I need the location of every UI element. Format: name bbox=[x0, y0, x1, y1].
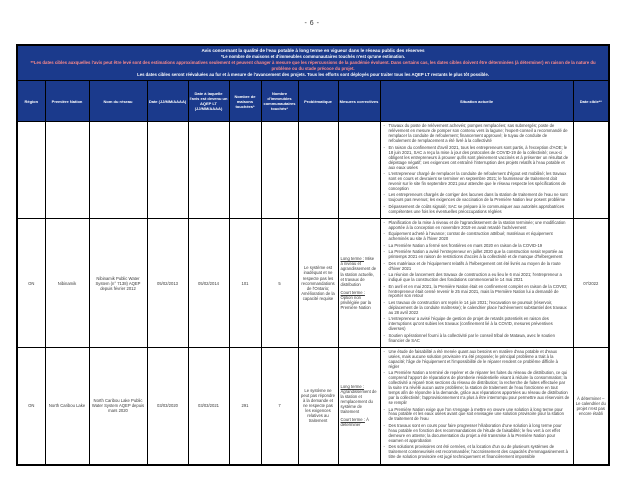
mesures-court-terme bbox=[341, 417, 378, 427]
banner-note-estimation: *Le nombre de maisons et d'immeubles communautaires touchés n'est qu'une estimation. bbox=[221, 54, 406, 60]
situation-bullet: - Équipement acheté à l'avance; contrat de construction attribué; matériaux et équipement acheminés au site à l'hiver 2020 bbox=[383, 231, 553, 242]
table-row bbox=[17, 219, 609, 348]
situation-list bbox=[384, 350, 570, 460]
cell-date-cible: À déterminer – Le calendrier du projet n'est pas encore établi bbox=[573, 348, 609, 465]
situation-bullet: - La Première Nation a terminé de repérer et de réparer les fuites du réseau de distribution, ce qui comprend l'apport de réparations de plomberie résidentielle visant à réduire la consommation; la collectivité a réparé trois sections du réseau de distribution; la recherche de fuites effectuée par la suite n'a révélé aucun autre problème; la station de traitement de l'eau fonctionne en tout temps afin de répondre à la demande, grâce aux réparations apportées au réseau de distribution par la collectivité; l'approvisionnement n'a plus à être interrompu pour permettre aux réservoirs de se remplir bbox=[383, 370, 570, 406]
table-row bbox=[17, 348, 609, 465]
cell-premiere-nation bbox=[45, 122, 89, 219]
header-immeubles: Nombre d'immeubles communautaires touchés* bbox=[261, 81, 298, 122]
situation-bullet: - Des matériaux et de l'équipement relatifs à l'hébergement ont été livrés au moyen de la route d'hiver 2021 bbox=[383, 260, 561, 271]
cell-situation-actuelle bbox=[380, 348, 573, 465]
cell-date: 05/02/2013 bbox=[147, 219, 188, 348]
mesures-long-text: Agrandissement de la station et remplacement du système de traitement bbox=[340, 389, 377, 415]
cell-date bbox=[147, 122, 188, 219]
cell-situation-actuelle bbox=[380, 219, 573, 348]
situation-bullet: - Soutien opérationnel fourni à la collectivité par le conseil tribal de Matawa, avec le soutien financier de SAC bbox=[383, 332, 555, 343]
advisories-table-wrap bbox=[16, 44, 608, 466]
header-region: Région bbox=[17, 81, 45, 122]
banner-note-dates-cibles: **Les dates cibles auxquelles l'avis peut être levé sont des estimations approximatives seulement et peuvent changer à mesure que les répercussions de la pandémie évoluent. Dans certains cas, les dates cibles doivent être déterminées (à déterminer) en raison de la nature du problème ou du stade précoce du projet. bbox=[30, 59, 596, 71]
header-date-cible: Date cible** bbox=[573, 81, 609, 122]
advisories-table bbox=[16, 44, 610, 466]
header-problematique: Problématique bbox=[298, 81, 338, 122]
situation-bullet: - La réunion de lancement des travaux de construction a eu lieu le 6 mai 2021; l'entrepreneur a indiqué que la construction des fondations commencerait le 14 mai 2021 bbox=[383, 272, 562, 283]
cell-date-aqep-lt: 03/03/2021 bbox=[188, 348, 229, 465]
mesures-court-terme bbox=[341, 290, 378, 310]
mesures-long-terme bbox=[341, 384, 378, 414]
header-nom-du-reseau: Nom du réseau bbox=[89, 81, 147, 122]
situation-bullet: - Les travaux de construction ont repris le 14 juin 2021; l'excavation se poursuit (réservoir, déplacement de la conduite maîtresse); le calendrier place l'achèvement substantiel des travaux au 28 avril 2022 bbox=[383, 299, 567, 315]
cell-region: ON bbox=[17, 348, 45, 465]
cell-problematique: Le système est inadéquat et ne respecte pas les recommandations de l'Ontario; Amélioration de la capacité requise bbox=[298, 219, 338, 348]
cell-immeubles: 7 bbox=[261, 348, 298, 465]
header-maisons: Nombre de maisons touchées* bbox=[229, 81, 261, 122]
mesures-long-label: Long terme : bbox=[340, 384, 365, 390]
cell-nom-du-reseau: North Caribou Lake Public Water System AQEP depuis mars 2020 bbox=[89, 348, 147, 465]
cell-maisons bbox=[229, 122, 261, 219]
situation-bullet: - L'entrepreneur a avisé l'équipe de gestion de projet de retards potentiels en raison des interruptions qu'ont subies les travaux (confinement lié à la COVID, mesures préventives diverses) bbox=[383, 316, 553, 332]
page-number: - 6 - bbox=[304, 20, 320, 27]
header-situation: Situation actuelle bbox=[380, 81, 573, 122]
mesures-long-label: Long terme : bbox=[340, 256, 365, 262]
column-header-row bbox=[17, 81, 609, 122]
cell-maisons: 291 bbox=[229, 348, 261, 465]
cell-problematique: Le système ne peut pas répondre à la demande et ne respecte pas les exigences relatives au traitement bbox=[298, 348, 338, 465]
situation-bullet: - Planification de la mise à niveau et de l'agrandissement de la station terminée; une modification apportée à la conception en novembre 2019 en avait retardé l'achèvement bbox=[383, 220, 566, 231]
cell-region: ON bbox=[17, 219, 45, 348]
cell-date-aqep-lt: 05/02/2014 bbox=[188, 219, 229, 348]
header-date: Date (JJ/MM/AAAA) bbox=[147, 81, 188, 122]
cell-premiere-nation: Nibinamik bbox=[45, 219, 89, 348]
mesures-court-text: Option non privilégiée par la Première Nation bbox=[340, 294, 371, 310]
mesures-long-terme bbox=[341, 256, 378, 286]
header-premiere-nation: Première Nation bbox=[45, 81, 89, 122]
situation-bullet: - La Première Nation exige que l'on s'engage à mettre en œuvre une solution à long terme pour l'eau potable et les eaux usées avant que soit envisagée une solution provisoire pour la station de traitement de l'eau bbox=[383, 406, 564, 422]
cell-maisons: 101 bbox=[229, 219, 261, 348]
situation-list bbox=[384, 124, 570, 214]
situation-bullet: - Travaux du poste de relèvement achevés; pompes remplacées; sas submergés; poste de relèvement en mesure de pomper son contenu vers la lagune; l'expert-conseil a recommandé de remplacer la conduite de refoulement; financement approuvé; le tuyau de conduite de refoulement de remplacement a été livré à la collectivité bbox=[383, 123, 568, 144]
situation-bullet: - Dépassement de coûts signalé; SAC se prépare à le communiquer aux autorités approbatrices compétentes une fois les éventuelles préoccupations réglées bbox=[383, 203, 565, 214]
situation-bullet: - La Première Nation a avisé l'entrepreneur en juillet 2020 que la construction serait reportée au printemps 2021 en raison de restrictions d'accès à la collectivité et de manque d'hébergement bbox=[383, 249, 564, 260]
mesures-court-text: À déterminer bbox=[340, 417, 369, 428]
cell-region bbox=[17, 122, 45, 219]
mesures-court-label: Court terme : bbox=[340, 289, 365, 295]
situation-bullet: - En avril et en mai 2021, la Première Nation était en confinement complet en raison de la COVID; l'entrepreneur était censé revenir le 25 mai 2021, mais la Première Nation lui a demandé de reporter son retour bbox=[383, 283, 568, 299]
situation-list bbox=[384, 221, 570, 343]
table-row bbox=[17, 122, 609, 219]
situation-bullet: - Des travaux sont en cours pour faire progresser l'élaboration d'une solution à long terme pour l'eau potable en fonction des recommandations de l'étude de faisabilité; le feu vert à cet effet demeure en attente; la documentation du projet a été transmise à la Première Nation pour examen et approbation bbox=[383, 422, 562, 443]
situation-bullet: - Une étude de faisabilité a été menée quant aux besoins en matière d'eau potable et d'eaux usées, mais aucune solution provisoire n'a été proposée; le principal problème a trait à la capacité; l'âge de l'équipement et l'impossibilité de le réparer rendent ce problème difficile à régler bbox=[383, 349, 558, 369]
banner-title: Avis concernant la qualité de l'eau potable à long terme en vigueur dans le réseau public des réserves bbox=[201, 48, 425, 53]
mesures-court-label: Court terme : bbox=[340, 417, 365, 423]
cell-nom-du-reseau: Nibinamik Public Water System (n° 7138) AQEP depuis février 2012 bbox=[89, 219, 147, 348]
banner-note-reevaluation: Les dates cibles seront réévaluées au fur et à mesure de l'avancement des projets. Tous les efforts sont déployés pour traiter tous les AQEP LT restants le plus tôt possible. bbox=[137, 71, 489, 77]
cell-premiere-nation: North Caribou Lake bbox=[45, 348, 89, 465]
cell-nom-du-reseau bbox=[89, 122, 147, 219]
table-body bbox=[17, 122, 609, 465]
cell-mesures-correctives bbox=[338, 348, 380, 465]
cell-immeubles: 5 bbox=[261, 219, 298, 348]
situation-bullet: - En raison du confinement d'avril 2021, tous les entrepreneurs sont partis, à l'exception d'AOE; le 18 juin 2021, SAC a reçu la mise à jour des protocoles de COVID-19 de la collectivité; ceux-ci obligent les entrepreneurs à prouver qu'ils sont pleinement vaccinés et à présenter un résultat de dépistage négatif; ces exigences ont entraîné l'interruption des projets relatifs à l'eau potable et aux eaux usées bbox=[383, 144, 569, 170]
header-mesures: Mesures correctives bbox=[338, 81, 380, 122]
cell-date-cible bbox=[573, 122, 609, 219]
situation-bullet: - L'entrepreneur chargé de remplacer la conduite de refoulement d'égout est mobilisé; les travaux sont en cours et devraient se terminer en septembre 2021; le fournisseur de traitement doit revenir sur le site fin septembre 2021 pour attendre que le réseau respecte les spécifications de conception bbox=[383, 170, 567, 191]
cell-situation-actuelle bbox=[380, 122, 573, 219]
situation-bullet: - Les entrepreneurs chargés de corriger des lacunes dans la station de traitement de l'eau ne sont toujours pas revenus; les exigences de vaccination de la Première Nation leur posent problème bbox=[383, 192, 568, 203]
cell-immeubles bbox=[261, 122, 298, 219]
table-banner bbox=[17, 45, 609, 81]
situation-bullet: - Des solutions provisoires ont été cernées, et la location d'un ou de plusieurs systèmes de traitement conteneurisés est recommandée; l'accroissement des capacités d'emmagasinement à titre de solution provisoire est jugé techniquement et financièrement impossible bbox=[383, 444, 568, 460]
cell-date-cible: 07/2022 bbox=[573, 219, 609, 348]
cell-mesures-correctives bbox=[338, 122, 380, 219]
header-date-aqep-lt: Date à laquelle l'avis est devenu un AQEP LT (JJ/MM/AAAA) bbox=[188, 81, 229, 122]
cell-mesures-correctives bbox=[338, 219, 380, 348]
cell-date: 03/03/2020 bbox=[147, 348, 188, 465]
banner-row bbox=[17, 45, 609, 81]
cell-date-aqep-lt bbox=[188, 122, 229, 219]
cell-problematique bbox=[298, 122, 338, 219]
mesures-long-text: Mise à niveau et agrandissement de la station actuelle, et travaux de distribution bbox=[340, 256, 377, 287]
situation-bullet: - La Première Nation a fermé ses frontières en mars 2020 en raison de la COVID-19 bbox=[383, 242, 543, 248]
